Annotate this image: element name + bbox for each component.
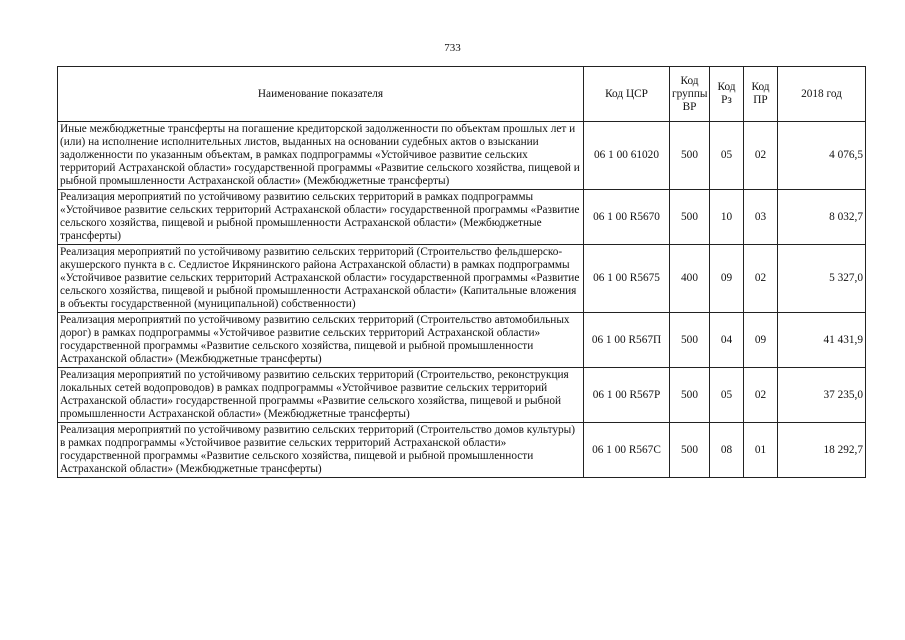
row-vr-code: 500 <box>670 313 710 368</box>
row-rz-code: 10 <box>710 190 744 245</box>
row-name: Реализация мероприятий по устойчивому развитию сельских территорий в рамках подпрограммы «Устойчивое развитие сельских территорий Астраханской области» государственной программы «Развитие сельского хозяйства, пищевой и рыбной промышленности Астраханской области» (Межбюджетные трансферты) <box>58 190 584 245</box>
row-rz-code: 09 <box>710 245 744 313</box>
row-rz-code: 05 <box>710 122 744 190</box>
row-amount: 18 292,7 <box>778 423 866 478</box>
row-pr-code: 02 <box>744 122 778 190</box>
row-pr-code: 03 <box>744 190 778 245</box>
header-rz: Код Рз <box>710 67 744 122</box>
row-name: Реализация мероприятий по устойчивому развитию сельских территорий (Строительство автомобильных дорог) в рамках подпрограммы «Устойчивое развитие сельских территорий Астраханской области» государственной программы «Развитие сельского хозяйства, пищевой и рыбной промышленности Астраханской области» (Межбюджетные трансферты) <box>58 313 584 368</box>
row-csr-code: 06 1 00 R5675 <box>584 245 670 313</box>
row-name: Иные межбюджетные трансферты на погашение кредиторской задолженности по объектам прошлых лет и (или) на исполнение исполнительных листов, выданных на основании судебных актов о взыскании задолженности по указанным объектам, в рамках подпрограммы «Устойчивое развитие сельских территорий Астраханской области» государственной программы «Развитие сельского хозяйства, пищевой и рыбной промышленности Астраханской области» (Межбюджетные трансферты) <box>58 122 584 190</box>
row-vr-code: 400 <box>670 245 710 313</box>
table-row <box>58 313 866 368</box>
table-row <box>58 245 866 313</box>
row-csr-code: 06 1 00 R567П <box>584 313 670 368</box>
row-rz-code: 04 <box>710 313 744 368</box>
row-pr-code: 01 <box>744 423 778 478</box>
header-vr: Код группы ВР <box>670 67 710 122</box>
row-csr-code: 06 1 00 R567С <box>584 423 670 478</box>
row-amount: 5 327,0 <box>778 245 866 313</box>
page-number: 733 <box>444 42 461 54</box>
row-pr-code: 02 <box>744 245 778 313</box>
row-name: Реализация мероприятий по устойчивому развитию сельских территорий (Строительство фельдшерско-акушерского пункта в с. Седлистое Икрянинского района Астраханской области) в рамках подпрограммы «Устойчивое развитие сельских территорий Астраханской области» государственной программы «Развитие сельского хозяйства, пищевой и рыбной промышленности Астраханской области» (Капитальные вложения в объекты государственной (муниципальной) собственности) <box>58 245 584 313</box>
header-pr: Код ПР <box>744 67 778 122</box>
row-csr-code: 06 1 00 R567Р <box>584 368 670 423</box>
row-name: Реализация мероприятий по устойчивому развитию сельских территорий (Строительство домов культуры) в рамках подпрограммы «Устойчивое развитие сельских территорий Астраханской области» государственной программы «Развитие сельского хозяйства, пищевой и рыбной промышленности Астраханской области» (Межбюджетные трансферты) <box>58 423 584 478</box>
row-vr-code: 500 <box>670 190 710 245</box>
row-amount: 8 032,7 <box>778 190 866 245</box>
row-vr-code: 500 <box>670 368 710 423</box>
row-name: Реализация мероприятий по устойчивому развитию сельских территорий (Строительство, реконструкция локальных сетей водопроводов) в рамках подпрограммы «Устойчивое развитие сельских территорий Астраханской области» государственной программы «Развитие сельского хозяйства, пищевой и рыбной промышленности Астраханской области» (Межбюджетные трансферты) <box>58 368 584 423</box>
budget-table <box>57 66 866 478</box>
row-csr-code: 06 1 00 61020 <box>584 122 670 190</box>
table-row <box>58 190 866 245</box>
table-row <box>58 423 866 478</box>
row-csr-code: 06 1 00 R5670 <box>584 190 670 245</box>
table-row <box>58 368 866 423</box>
header-csr: Код ЦСР <box>584 67 670 122</box>
header-year: 2018 год <box>778 67 866 122</box>
header-name: Наименование показателя <box>58 67 584 122</box>
row-vr-code: 500 <box>670 423 710 478</box>
row-rz-code: 05 <box>710 368 744 423</box>
table-row <box>58 122 866 190</box>
row-pr-code: 09 <box>744 313 778 368</box>
row-amount: 41 431,9 <box>778 313 866 368</box>
row-amount: 4 076,5 <box>778 122 866 190</box>
row-pr-code: 02 <box>744 368 778 423</box>
row-amount: 37 235,0 <box>778 368 866 423</box>
header-row <box>58 67 866 122</box>
row-vr-code: 500 <box>670 122 710 190</box>
row-rz-code: 08 <box>710 423 744 478</box>
